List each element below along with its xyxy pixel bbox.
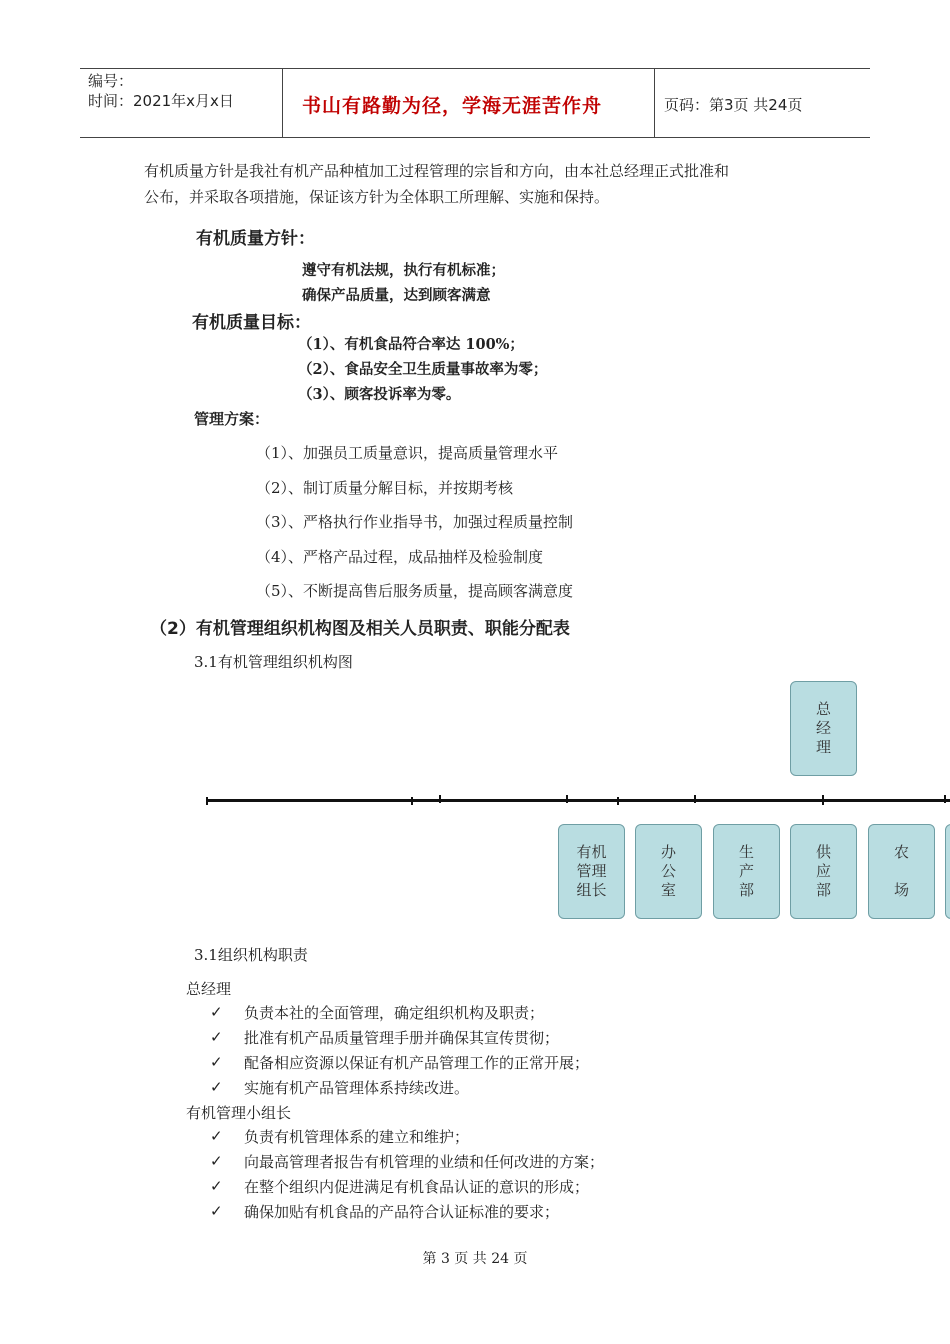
org-tick <box>822 795 824 805</box>
plan-item: （5）、不断提高售后服务质量，提高顾客满意度 <box>256 582 574 600</box>
plan-item: （1）、加强员工质量意识，提高质量管理水平 <box>256 444 559 462</box>
org-tick <box>566 795 568 803</box>
org-box-line: 应 <box>815 862 831 880</box>
org-tick <box>944 795 946 803</box>
org-box-farm <box>868 824 935 919</box>
page-info: 页码：第3页 共24页 <box>664 96 803 114</box>
check-icon: ✓ <box>210 1053 223 1071</box>
motto: 书山有路勤为径，学海无涯苦作舟 <box>302 95 603 117</box>
org-box-line: 场 <box>893 881 909 899</box>
org-box-line: 有机 <box>576 843 607 861</box>
org-box-line: 农 <box>893 843 909 861</box>
objective-item: （2）、食品安全卫生质量事故率为零； <box>298 361 548 378</box>
org-box-line: 组长 <box>576 881 607 899</box>
duty-item: 负责有机管理体系的建立和维护； <box>244 1128 470 1146</box>
org-box-line: 经 <box>815 719 831 737</box>
policy-item: 确保产品质量，达到顾客满意 <box>302 287 491 304</box>
plan-item: （3）、严格执行作业指导书，加强过程质量控制 <box>256 513 574 531</box>
duty-item: 确保加贴有机食品的产品符合认证标准的要求； <box>244 1203 560 1221</box>
org-tick <box>439 795 441 803</box>
header-divider <box>654 69 655 137</box>
org-box-line: 公 <box>660 862 676 880</box>
org-box-line <box>894 862 909 881</box>
role-name: 有机管理小组长 <box>186 1104 292 1122</box>
org-box-line: 产 <box>738 862 754 880</box>
role-name: 总经理 <box>186 980 232 998</box>
org-box-line: 供 <box>815 843 831 861</box>
org-box-production <box>713 824 780 919</box>
check-icon: ✓ <box>210 1028 223 1046</box>
org-box-office <box>635 824 702 919</box>
objective-item: （3）、顾客投诉率为零。 <box>298 386 461 403</box>
org-tick <box>617 797 619 805</box>
org-tick <box>206 797 208 805</box>
duty-item: 负责本社的全面管理，确定组织机构及职责； <box>244 1004 545 1022</box>
org-box-line: 室 <box>660 881 676 899</box>
check-icon: ✓ <box>210 1152 223 1170</box>
org-box-organic-team-leader <box>558 824 625 919</box>
duties-title: 3.1组织机构职责 <box>194 946 308 964</box>
policy-title: 有机质量方针： <box>196 229 315 249</box>
plan-item: （2）、制订质量分解目标，并按期考核 <box>256 479 514 497</box>
org-box-general-manager <box>790 681 857 776</box>
check-icon: ✓ <box>210 1177 223 1195</box>
org-box-line: 部 <box>738 881 754 899</box>
org-box-line: 管理 <box>576 862 607 880</box>
org-connector-line <box>206 799 950 802</box>
page-footer: 第 3 页 共 24 页 <box>422 1251 528 1267</box>
intro-line-2: 公布，并采取各项措施，保证该方针为全体职工所理解、实施和保持。 <box>144 188 610 206</box>
check-icon: ✓ <box>210 1127 223 1145</box>
duty-item: 配备相应资源以保证有机产品管理工作的正常开展； <box>244 1054 590 1072</box>
policy-item: 遵守有机法规，执行有机标准； <box>302 262 505 279</box>
header-divider <box>282 69 283 137</box>
duty-item: 向最高管理者报告有机管理的业绩和任何改进的方案； <box>244 1153 605 1171</box>
objective-item: （1）、有机食品符合率达 100%； <box>298 336 524 353</box>
duty-item: 实施有机产品管理体系持续改进。 <box>244 1079 470 1097</box>
serial-label: 编号： <box>88 72 134 90</box>
objectives-title: 有机质量目标： <box>192 313 311 333</box>
org-tick <box>411 797 413 805</box>
duty-item: 在整个组织内促进满足有机食品认证的意识的形成； <box>244 1178 590 1196</box>
check-icon: ✓ <box>210 1078 223 1096</box>
plan-item: （4）、严格产品过程，成品抽样及检验制度 <box>256 548 544 566</box>
org-box-line: 生 <box>738 843 754 861</box>
org-chart-subtitle: 3.1有机管理组织机构图 <box>194 653 353 671</box>
org-box-line: 理 <box>815 738 831 756</box>
section-2-title: （2）有机管理组织机构图及相关人员职责、职能分配表 <box>150 619 570 639</box>
org-tick <box>694 795 696 803</box>
check-icon: ✓ <box>210 1003 223 1021</box>
duty-item: 批准有机产品质量管理手册并确保其宣传贯彻； <box>244 1029 560 1047</box>
org-box-line: 总 <box>815 700 831 718</box>
org-box-supply <box>790 824 857 919</box>
org-box-partial <box>945 824 950 919</box>
check-icon: ✓ <box>210 1202 223 1220</box>
plan-title: 管理方案： <box>194 410 270 428</box>
intro-line-1: 有机质量方针是我社有机产品种植加工过程管理的宗旨和方向，由本社总经理正式批准和 <box>144 162 730 180</box>
time-label: 时间：2021年x月x日 <box>88 92 234 110</box>
org-box-line: 办 <box>660 843 676 861</box>
org-box-line: 部 <box>815 881 831 899</box>
